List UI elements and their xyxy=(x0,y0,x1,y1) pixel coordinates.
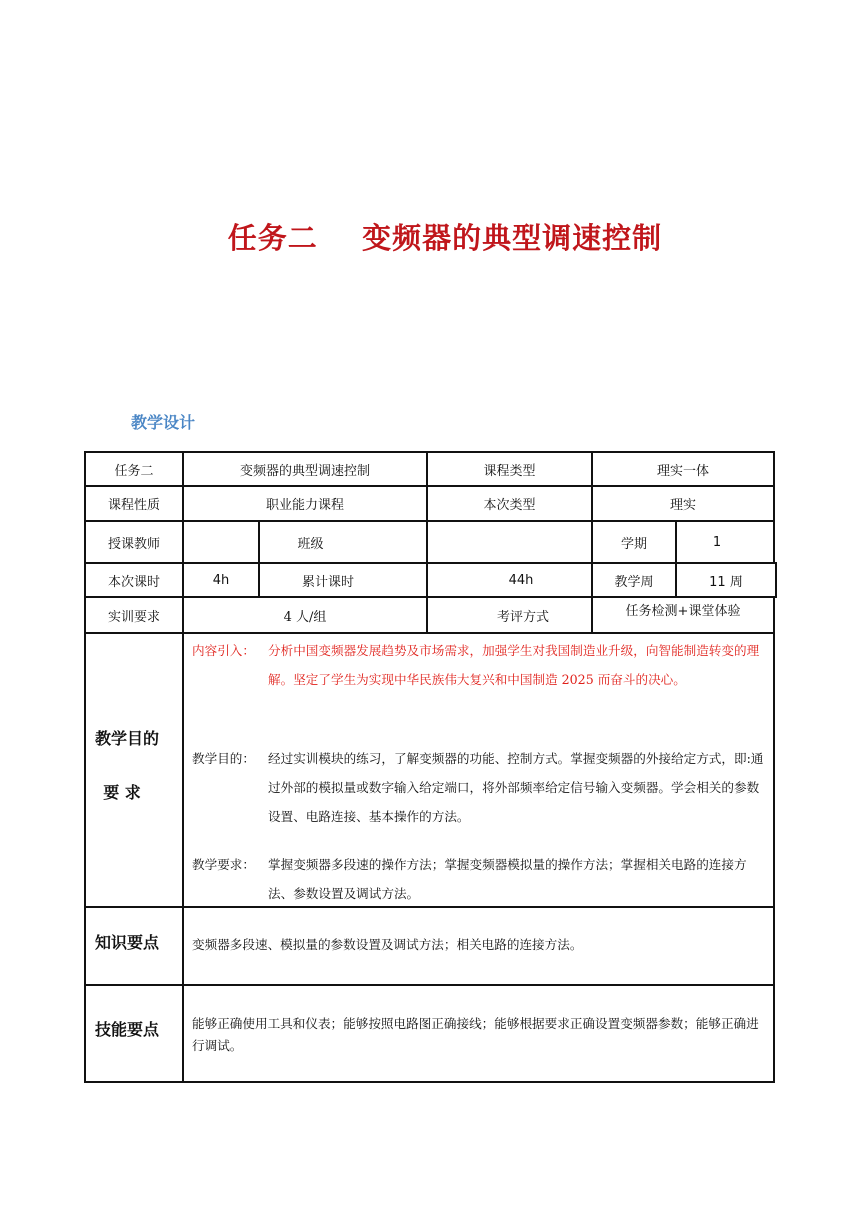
content-intro-text: 分析中国变频器发展趋势及市场需求，加强学生对我国制造业升级，向智能制造转变的理解。坚定了学生为实现中华民族伟大复兴和中国制造 2025 而奋斗的决心。 xyxy=(268,643,760,687)
skills-text: 能够正确使用工具和仪表；能够按照电路图正确接线；能够根据要求正确设置变频器参数；能够正确进行调试。 xyxy=(192,1016,759,1053)
teaching-week-value: 11 周 xyxy=(709,574,743,590)
section-heading: 教学设计 xyxy=(131,413,196,432)
teaching-requirements-text: 掌握变频器多段速的操作方法；掌握变频器模拟量的操作方法；掌握相关电路的连接方法、参数设置及调试方法。 xyxy=(268,857,747,901)
class-label: 班级 xyxy=(297,536,324,552)
teacher-label: 授课教师 xyxy=(107,536,160,552)
course-type-label: 课程类型 xyxy=(483,463,536,479)
content-intro-lead: 内容引入： xyxy=(192,643,255,658)
skills-label: 技能要点 xyxy=(94,1019,159,1039)
semester-value: 1 xyxy=(712,534,722,550)
training-req-value: 4 人/组 xyxy=(283,609,327,625)
task-name: 变频器的典型调速控制 xyxy=(239,463,370,479)
teaching-requirements-paragraph xyxy=(192,850,768,910)
cell-border xyxy=(84,632,184,908)
document-title: 任务二 变频器的典型调速控制 xyxy=(227,221,663,255)
session-type-value: 理实 xyxy=(669,498,696,513)
content-intro-paragraph xyxy=(192,636,768,726)
objectives-label-line1: 教学目的 xyxy=(94,728,159,748)
assessment-label: 考评方式 xyxy=(496,609,549,625)
teaching-week-label: 教学周 xyxy=(614,574,654,590)
teaching-purpose-text: 经过实训模块的练习，了解变频器的功能、控制方式。掌握变频器的外接给定方式，即:通过外部的模拟量或数字输入给定端口，将外部频率给定信号输入变频器。学会相关的参数设置、电路连接、基本操作的方法。 xyxy=(268,751,764,824)
objectives-label-line2: 要 求 xyxy=(103,782,141,802)
training-req-label: 实训要求 xyxy=(107,609,160,625)
assessment-value: 任务检测+课堂体验 xyxy=(625,603,741,619)
total-hours-label: 累计课时 xyxy=(301,574,354,590)
course-type-value: 理实一体 xyxy=(656,463,709,479)
teaching-requirements-lead: 教学要求： xyxy=(192,857,255,872)
course-nature-label: 课程性质 xyxy=(107,498,160,513)
session-hours-value: 4h xyxy=(212,572,230,588)
session-type-label: 本次类型 xyxy=(483,498,536,513)
course-nature-value: 职业能力课程 xyxy=(265,498,344,513)
session-hours-label: 本次课时 xyxy=(107,574,160,590)
semester-label: 学期 xyxy=(620,536,647,552)
class-value xyxy=(426,520,593,564)
teacher-value xyxy=(182,520,260,564)
teaching-purpose-paragraph xyxy=(192,744,768,834)
knowledge-text: 变频器多段速、模拟量的参数设置及调试方法；相关电路的连接方法。 xyxy=(192,937,583,952)
total-hours-value: 44h xyxy=(508,572,534,588)
teaching-purpose-lead: 教学目的： xyxy=(192,751,255,766)
task-label: 任务二 xyxy=(114,463,154,479)
knowledge-label: 知识要点 xyxy=(94,932,159,952)
